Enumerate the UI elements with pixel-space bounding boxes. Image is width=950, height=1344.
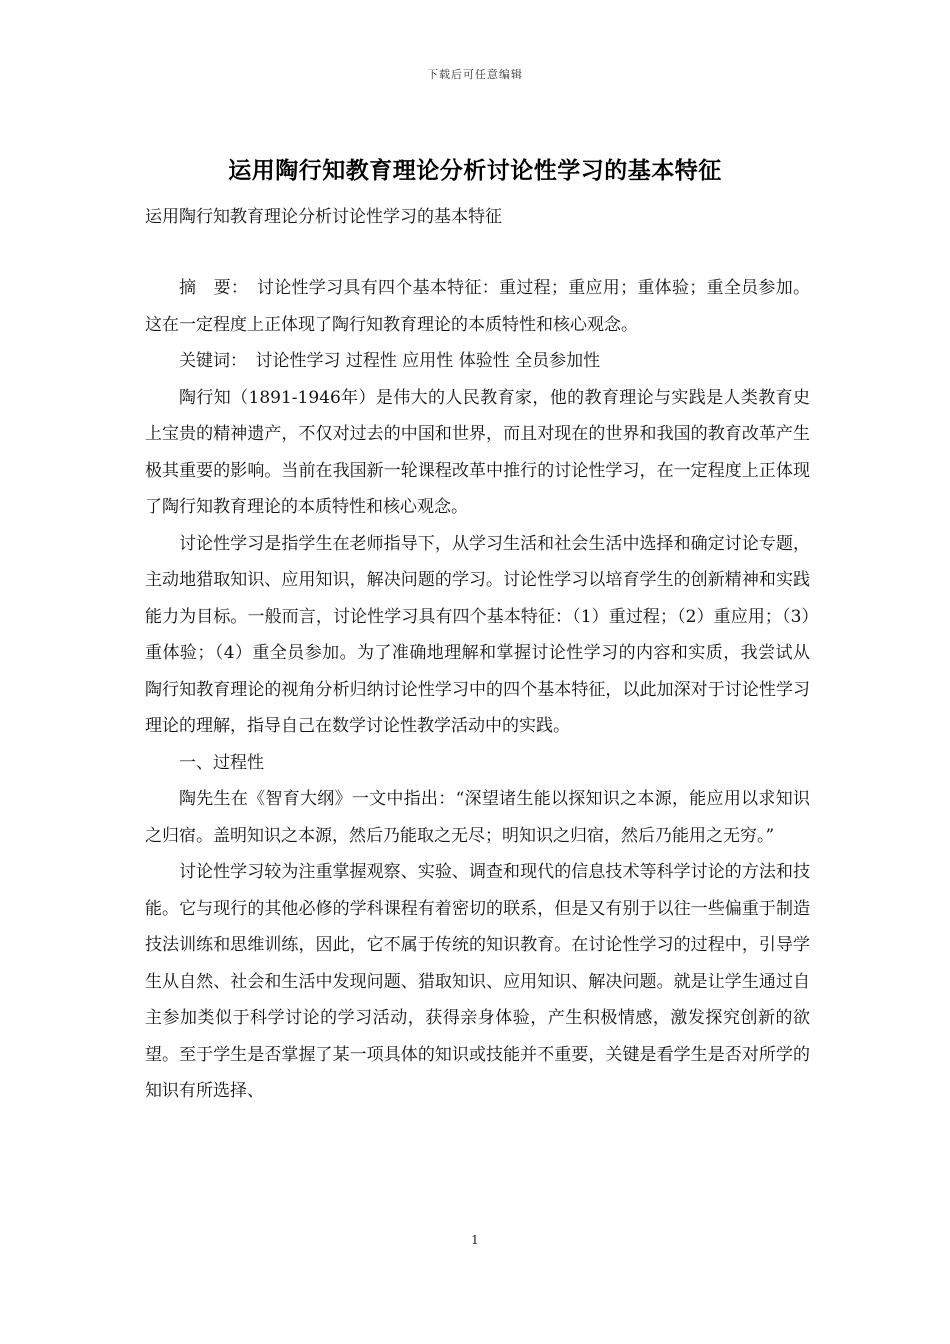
header-note: 下载后可任意编辑 [427,68,523,81]
intro-paragraph: 陶行知（1891-1946年）是伟大的人民教育家，他的教育理论与实践是人类教育史上宝贵的精神遗产，不仅对过去的中国和世界，而且对现在的世界和我国的教育改革产生极其重要的影响。当前在我国新一轮课程改革中推行的讨论性学习，在一定程度上正体现了陶行知教育理论的本质特性和核心观念。 [145,387,810,517]
quote-paragraph: 陶先生在《智育大纲》一文中指出：“深望诸生能以探知识之本源，能应用以求知识之归宿。盖明知识之本源，然后乃能取之无尽；明知识之归宿，然后乃能用之无穷。” [145,789,810,846]
document-subtitle: 运用陶行知教育理论分析讨论性学习的基本特征 [145,207,502,227]
document-title: 运用陶行知教育理论分析讨论性学习的基本特征 [228,157,722,184]
keywords-paragraph: 关键词： 讨论性学习 过程性 应用性 体验性 全员参加性 [179,351,601,371]
process-paragraph: 讨论性学习较为注重掌握观察、实验、调查和现代的信息技术等科学讨论的方法和技能。它与现行的其他必修的学科课程有着密切的联系，但是又有别于以往一些偏重于制造技法训练和思维训练，因此，它不属于传统的知识教育。在讨论性学习的过程中，引导学生从自然、社会和生活中发现问题、猎取知识、应用知识、解决问题。就是让学生通过自主参加类似于科学讨论的学习活动，获得亲身体验，产生积极情感，激发探究创新的欲望。至于学生是否掌握了某一项具体的知识或技能并不重要，关键是看学生是否对所学的知识有所选择、 [145,862,810,1101]
document-body [145,270,810,1110]
page-number: 1 [471,1233,479,1247]
section-heading-process: 一、过程性 [179,752,264,773]
abstract-paragraph: 摘 要： 讨论性学习具有四个基本特征：重过程；重应用；重体验；重全员参加。这在一定程度上正体现了陶行知教育理论的本质特性和核心观念。 [145,278,810,335]
definition-paragraph: 讨论性学习是指学生在老师指导下，从学习生活和社会生活中选择和确定讨论专题，主动地猎取知识、应用知识，解决问题的学习。讨论性学习以培育学生的创新精神和实践能力为目标。一般而言，讨论性学习具有四个基本特征：（1）重过程；（2）重应用；（3）重体验；（4）重全员参加。为了准确地理解和掌握讨论性学习的内容和实质，我尝试从陶行知教育理论的视角分析归纳讨论性学习中的四个基本特征，以此加深对于讨论性学习理论的理解，指导自己在数学讨论性教学活动中的实践。 [145,533,810,736]
